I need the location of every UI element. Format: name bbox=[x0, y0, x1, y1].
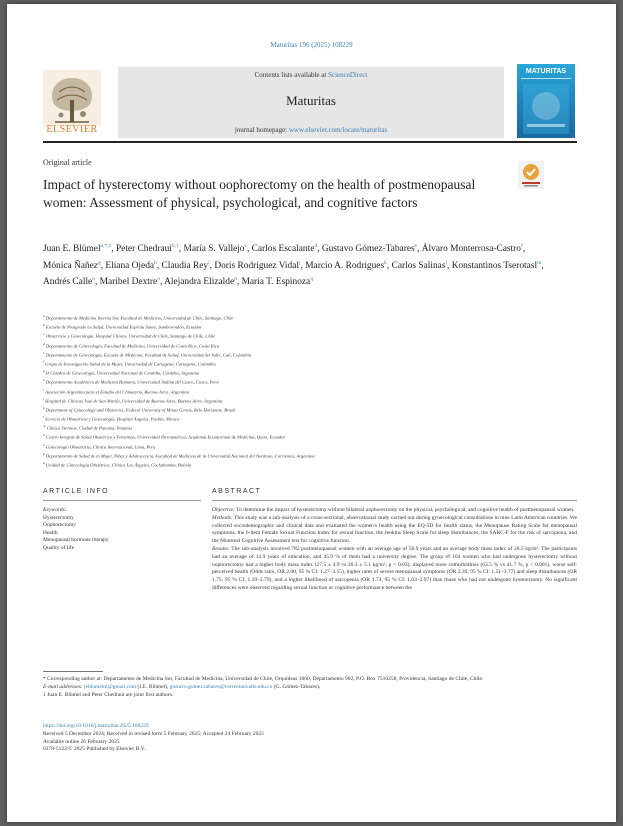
affiliation-text: Department of Gynecology and Obstetrics, Federal University of Minas Gerais, Belo Horizonte, Brazil bbox=[45, 407, 236, 413]
homepage-prefix: journal homepage: bbox=[234, 126, 289, 134]
check-for-updates-icon[interactable] bbox=[518, 161, 544, 189]
affiliation-text: Grupo de Investigación Salud de la Mujer, Universidad de Cartagena, Cartagena, Colombia bbox=[45, 361, 216, 367]
affiliation-item bbox=[43, 331, 583, 340]
cover-divider bbox=[521, 78, 571, 79]
keyword-item: Hysterectomy bbox=[43, 514, 74, 521]
author-affiliation-marker: q bbox=[310, 276, 313, 283]
abstract-methods bbox=[212, 515, 577, 546]
author-affiliation-marker: i bbox=[208, 259, 210, 266]
abstract-results bbox=[212, 546, 577, 593]
homepage-line bbox=[118, 126, 504, 134]
author-name-text: Andrés Calle bbox=[43, 277, 93, 288]
homepage-link[interactable]: www.elsevier.com/locate/maturitas bbox=[288, 126, 388, 134]
objective-label: Objective: bbox=[212, 507, 235, 513]
author-name[interactable] bbox=[43, 244, 111, 254]
affiliation-marker: h bbox=[43, 378, 45, 383]
elsevier-wordmark: ELSEVIER bbox=[46, 124, 98, 135]
affiliation-marker: i bbox=[43, 387, 44, 392]
author-affiliation-marker: p bbox=[234, 276, 237, 283]
affiliation-text: Unidad de Ginecología Obstétrica, Clínica Los Ángeles, Cochabamba, Bolivia bbox=[45, 462, 192, 468]
email-line bbox=[43, 684, 578, 692]
author-affiliation-marker: f bbox=[520, 243, 523, 249]
author-name[interactable] bbox=[322, 244, 417, 254]
keyword-item: Quality of life bbox=[43, 544, 75, 551]
article-info-heading: ARTICLE INFO bbox=[43, 488, 110, 495]
results-label: Results: bbox=[212, 545, 230, 552]
affiliation-item bbox=[43, 322, 583, 331]
affiliation-item bbox=[43, 442, 583, 451]
affiliation-item bbox=[43, 451, 583, 460]
received-dates: Received 5 December 2024; Received in revised form 5 February 2025; Accepted 24 February 2025 bbox=[43, 730, 264, 737]
author-name-text: Juan E. Blümel bbox=[43, 244, 101, 255]
author-name[interactable] bbox=[105, 261, 156, 271]
journal-header-box bbox=[118, 67, 504, 138]
affiliation-marker: e bbox=[43, 350, 45, 355]
author-name-text: Peter Chedraui bbox=[115, 244, 172, 255]
affiliation-text: Servicio de Obstetricia y Ginecología, Hospital Ángeles, Puebla, Mexico bbox=[45, 416, 180, 422]
author-name-text: Carlos Salinas bbox=[391, 260, 446, 271]
affiliation-list bbox=[43, 313, 583, 469]
copyright-line: 0378-5122/© 2025 Published by Elsevier B.V. bbox=[43, 746, 146, 753]
author-name-text: Maribel Dextre bbox=[99, 277, 158, 288]
affiliation-text: Asociación Argentina para el Estudio del Climaterio, Buenos Aires, Argentina bbox=[45, 389, 189, 395]
keyword-item: Health bbox=[43, 529, 58, 536]
author-name[interactable] bbox=[183, 244, 246, 254]
author-name[interactable] bbox=[162, 261, 210, 271]
journal-title: Maturitas bbox=[286, 93, 336, 108]
author-affiliation-marker: e bbox=[414, 243, 418, 249]
author-affiliation-marker: a,*,1 bbox=[100, 243, 112, 249]
keyword-item: Oophorectomy bbox=[43, 522, 76, 529]
affiliation-item bbox=[43, 341, 583, 350]
keywords-label: Keywords: bbox=[43, 507, 67, 513]
author-name-text: Álvaro Monterrosa-Castro bbox=[421, 244, 521, 255]
affiliation-marker: a bbox=[43, 314, 45, 318]
affiliation-item bbox=[43, 432, 583, 441]
abstract-objective bbox=[212, 507, 577, 515]
author-name-text: Mónica Ñañez bbox=[43, 260, 98, 271]
affiliation-marker: f bbox=[43, 359, 44, 364]
results-text: The sub-analysis involved 782 postmenopausal women with an average age of 56.9 years and an average body mass index of 26.5 kg/m². The participants had an average of 13.9 years of education, and 45.9 % of them had a university degree. The group of 104 women who had undergone hysterectomy without oophorectomy had a higher body mass index (27.5 ± 4.9 vs 26.3 ± 5.1 kg/m², p < 0.03), displayed more comorbidities (63.5 % vs 41.7 %, p < 0.001), worse self-perceived health (Odds ratio, OR 2.00, 95 % CI: 1.27–3.15), higher rates of severe menopausal symptoms (OR 2.39, 95 % CI: 1.51–3.77) and sleep disturbances (OR 1.75, 95 % CI: 1.10–2.79), and a higher likelihood of sarcopenia (OR 1.74, 95 % CI: 1.03–2.97) than those who had not undergone hysterectomy. No significant differences were observed regarding sexual function or cognitive performance between the bbox=[212, 545, 577, 591]
author-name-text: Doris Rodríguez Vidal bbox=[214, 260, 299, 271]
email-label: E-mail addresses: bbox=[43, 683, 85, 690]
methods-label: Methods: bbox=[212, 514, 233, 521]
affiliation-text: Obstetricia y Ginecología, Hospital Clínico, Universidad de Chile, Santiago de Chile, Chile bbox=[45, 333, 216, 339]
author-name-text: Carlos Escalante bbox=[251, 244, 315, 255]
author-name[interactable] bbox=[164, 277, 237, 287]
author-name[interactable] bbox=[392, 261, 447, 271]
header-divider bbox=[43, 141, 577, 143]
affiliation-text: Departamento de Ginecología, Facultad de Medicina, Universidad de Costa Rica, Costa Rica bbox=[45, 343, 220, 349]
affiliation-item bbox=[43, 313, 583, 322]
footnotes bbox=[43, 676, 578, 699]
affiliation-marker: l bbox=[43, 415, 44, 420]
available-online: Available online 26 February 2025 bbox=[43, 738, 120, 745]
author-affiliation-marker: l bbox=[445, 259, 447, 266]
email-link-2[interactable]: gustavo.gomez.tabares@correounivalle.edu.co bbox=[169, 683, 273, 690]
affiliation-text: Departamento de Medicina Interna Sur, Facultad de Medicina, Universidad de Chile, Santiago, Chile bbox=[45, 315, 234, 321]
author-list: Juan E. Blümel$^{a,*,1}$, Peter Chedraui$^{b,1}$, María S. Vallejo$^c$, Carlos Escalante$^d$, Gustavo Gómez-Tabares$^e$, Álvaro Monterrosa-Castro$^f$, Mónica Ñañez$^g$, Eliana Ojeda$^h$, Claudia Rey$^i$, Doris Rodríguez Vidal$^j$, Marcio A. Rodrigues$^k$, Carlos Salinas$^l$, Konstantinos Tserotasl$^m$, Andrés Calle$^n$, Maribel Dextre$^o$, Alejandra Elizalde$^p$, María T. Espinoza$^q$ bbox=[43, 243, 544, 288]
author-name[interactable] bbox=[305, 261, 387, 271]
email-link-1[interactable]: jeblumelm@gmail.com bbox=[84, 683, 137, 690]
author-name-text: Konstantinos Tserotasl bbox=[451, 260, 538, 271]
journal-citation-link[interactable]: Maturitas 196 (2025) 108229 bbox=[270, 41, 353, 49]
affiliation-text: Hospital de Clínicas José de San Martín, Universidad de Buenos Aires, Buenos Aires, Argentina bbox=[45, 398, 223, 404]
affiliation-item bbox=[43, 396, 583, 405]
affiliation-marker: o bbox=[43, 442, 45, 447]
elsevier-tree-logo-icon bbox=[43, 70, 101, 126]
author-affiliation-marker: d bbox=[314, 243, 318, 249]
author-name-text: Eliana Ojeda bbox=[105, 260, 155, 271]
affiliation-text: Ginecología Obstetricia, Clínica Internacional, Lima, Peru bbox=[45, 444, 156, 450]
author-affiliation-marker: g bbox=[97, 259, 101, 266]
author-name-text: Alejandra Elizalde bbox=[164, 277, 235, 288]
author-name[interactable] bbox=[252, 244, 318, 254]
author-affiliation-marker: k bbox=[384, 259, 387, 266]
affiliation-item bbox=[43, 377, 583, 386]
author-name[interactable] bbox=[452, 261, 542, 271]
affiliation-item bbox=[43, 414, 583, 423]
joint-authors-note: 1 Juan E. Blümel and Peter Chedraui are joint first authors. bbox=[43, 691, 174, 698]
author-affiliation-marker: m bbox=[537, 259, 542, 266]
author-name[interactable] bbox=[43, 261, 101, 271]
email-owner-2: (G. Gómez-Tabares). bbox=[272, 683, 321, 690]
cover-artwork-icon bbox=[523, 84, 569, 134]
author-name[interactable] bbox=[242, 277, 313, 287]
author-name-text: Marcio A. Rodrigues bbox=[305, 260, 385, 271]
affiliation-text: Departamento de Salud de la Mujer, Niñez y Adolescencia, Facultad de Medicina de la Universidad Nacional del Nordeste, Corrientes, Argentina bbox=[45, 453, 315, 459]
article-title: Impact of hysterectomy without oophorectomy on the health of postmenopausal women: Assessment of physical, psychological, and cognitive factors bbox=[43, 177, 476, 210]
email-owner-1: (J.E. Blümel), bbox=[136, 683, 170, 690]
doi-link[interactable]: https://doi.org/10.1016/j.maturitas.2025.108229 bbox=[43, 723, 149, 729]
keywords-block bbox=[43, 507, 109, 553]
affiliation-marker: n bbox=[43, 433, 45, 438]
affiliation-text: Clínica Tserotas, Ciudad de Panamá, Panama bbox=[46, 425, 132, 431]
affiliation-item bbox=[43, 423, 583, 432]
affiliation-text: Departamento de Ginecología, Escuela de Medicina, Facultad de Salud, Universidad del Valle, Cali, Colombia bbox=[45, 352, 252, 358]
affiliation-marker: m bbox=[43, 424, 46, 429]
author-name[interactable] bbox=[100, 277, 160, 287]
affiliation-marker: p bbox=[43, 451, 45, 456]
affiliation-marker: d bbox=[43, 341, 45, 346]
affiliation-item bbox=[43, 359, 583, 368]
affiliation-text: Escuela de Postgrado en Salud, Universidad Espíritu Santo, Samborondón, Ecuador bbox=[45, 324, 202, 330]
objective-text: To determine the impact of hysterectomy without bilateral oophorectomy on the physical, psychological, and cognitive health of postmenopausal women. bbox=[234, 507, 575, 513]
author-affiliation-marker: c bbox=[244, 243, 247, 249]
keyword-item: Menopausal hormone therapy bbox=[43, 537, 109, 544]
affiliation-marker: b bbox=[43, 323, 45, 328]
publication-info bbox=[43, 723, 578, 754]
author-name-text: María S. Vallejo bbox=[183, 244, 245, 255]
affiliation-marker: q bbox=[43, 461, 45, 465]
affiliation-marker: c bbox=[43, 332, 45, 337]
affiliation-item bbox=[43, 460, 583, 469]
article-type: Original article bbox=[43, 158, 92, 167]
affiliation-item bbox=[43, 387, 583, 396]
sciencedirect-link[interactable]: ScienceDirect bbox=[328, 71, 368, 79]
affiliation-item bbox=[43, 368, 583, 377]
affiliation-marker: j bbox=[43, 396, 44, 401]
author-name[interactable] bbox=[116, 244, 179, 254]
author-name[interactable] bbox=[43, 277, 95, 287]
author-name-text: Gustavo Gómez-Tabares bbox=[321, 244, 415, 255]
affiliation-item bbox=[43, 405, 583, 414]
abstract-heading: ABSTRACT bbox=[212, 488, 262, 495]
corresponding-author-note: * Corresponding author at: Departamento de Medicina Sur, Facultad de Medicina, Universidad de Chile, Orquídeas 1060, Departamento 902, P.O. Box 7510258, Providencia, Santiago de Chile, Chile. bbox=[43, 676, 484, 682]
affiliation-text: II Cátedra de Ginecología, Universidad Nacional de Córdoba, Córdoba, Argentina bbox=[45, 370, 200, 376]
journal-cover-image[interactable] bbox=[517, 64, 575, 138]
contents-prefix: Contents lists available at bbox=[254, 71, 329, 79]
cover-title: MATURITAS bbox=[525, 68, 567, 75]
author-affiliation-marker: h bbox=[154, 259, 157, 266]
abstract-body bbox=[212, 507, 577, 593]
affiliation-text: Centro Integral de Salud Obstétrica y Femenina, Universidad Iberoamérica, Academia Ecuatoriana de Medicina, Quito, Ecuador bbox=[45, 434, 286, 440]
author-affiliation-marker: n bbox=[92, 276, 95, 283]
affiliation-item bbox=[43, 350, 583, 359]
author-name-text: Claudia Rey bbox=[161, 260, 209, 271]
author-affiliation-marker: o bbox=[157, 276, 160, 283]
methods-text: This study was a sub-analysis of a cross-sectional, observational study carried out during gynecological consultations in nine Latin American countries. We collected sociodemographic and clinical data and evaluated the women's health using the EQ-5D for health status, the Menopause Rating Scale for menopausal symptoms, the 6-item Female Sexual Function Index for sexual function, the Jenkins Sleep Scale for sleep disturbances, the SARC-F for the risk of sarcopenia, and the Montreal Cognitive Assessment test for cognitive function. bbox=[212, 514, 577, 545]
contents-line bbox=[118, 71, 504, 79]
author-name[interactable] bbox=[214, 261, 300, 271]
author-name-text: María T. Espinoza bbox=[241, 277, 311, 288]
affiliation-marker: k bbox=[43, 405, 45, 410]
author-affiliation-marker: b,1 bbox=[171, 243, 179, 249]
abstract-rule bbox=[212, 500, 577, 501]
author-name[interactable] bbox=[422, 244, 523, 254]
article-page bbox=[7, 4, 616, 822]
affiliation-text: Departamento Académico de Medicina Humana, Universidad Andina del Cusco, Cusco, Peru bbox=[45, 379, 219, 385]
affiliation-marker: g bbox=[43, 369, 45, 374]
footnote-rule bbox=[43, 671, 103, 672]
author-affiliation-marker: j bbox=[299, 259, 301, 266]
article-info-rule bbox=[43, 500, 201, 501]
